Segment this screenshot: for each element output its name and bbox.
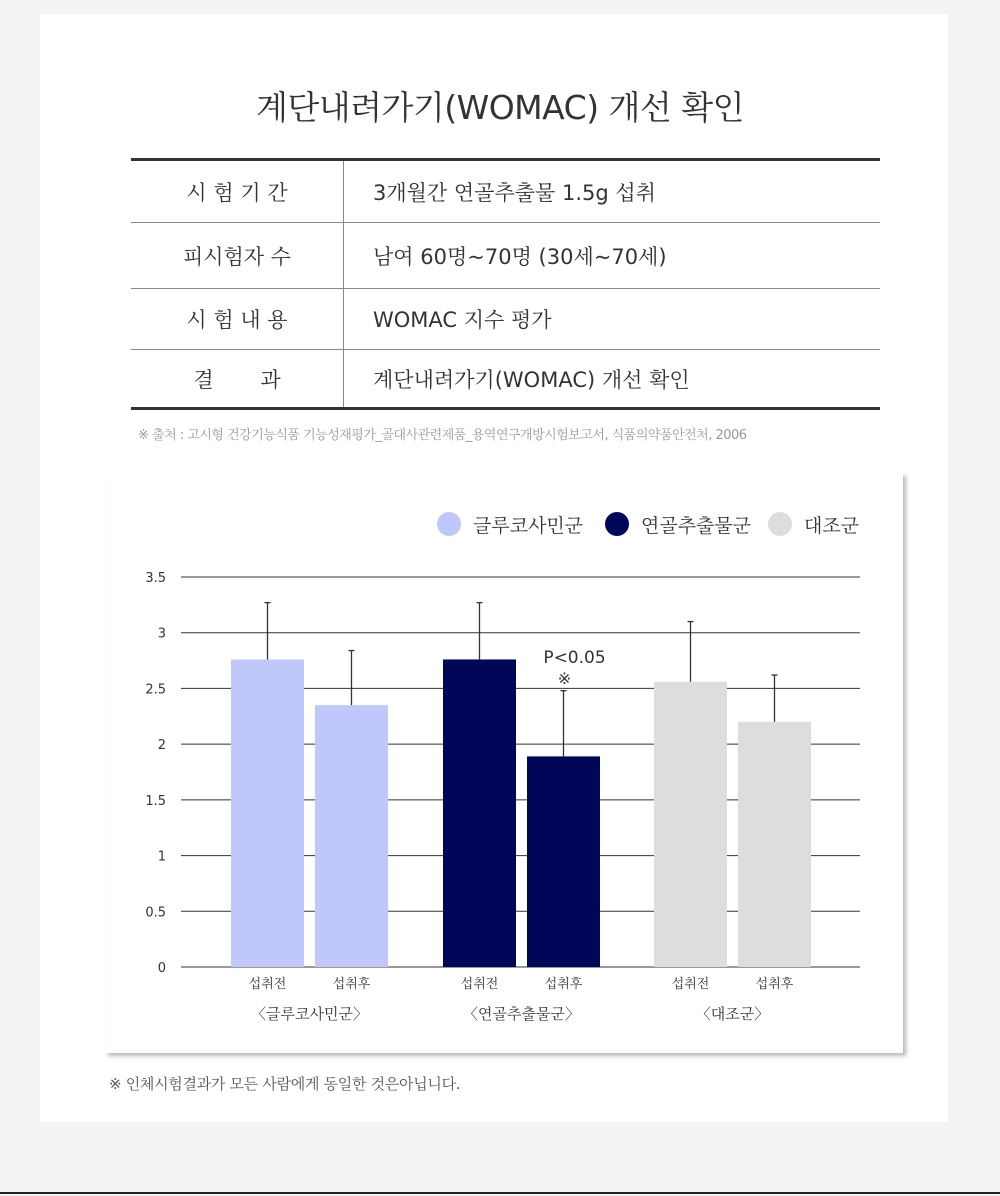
y-tick-label: 0 bbox=[157, 961, 166, 976]
y-tick-label: 2.5 bbox=[145, 682, 166, 698]
group-label: 〈대조군〉 bbox=[695, 1005, 770, 1023]
info-key: 시 험 내 용 bbox=[131, 289, 344, 350]
info-table bbox=[131, 158, 880, 410]
info-row bbox=[131, 350, 880, 409]
significance-mark: ※ bbox=[557, 669, 572, 688]
x-tick-label: 섭취전 bbox=[671, 977, 710, 992]
info-value: 남여 60명~70명 (30세~70세) bbox=[344, 223, 881, 289]
y-tick-label: 3.5 bbox=[145, 571, 166, 586]
y-tick-label: 3 bbox=[157, 626, 166, 642]
legend-label: 대조군 bbox=[804, 514, 860, 537]
legend-swatch bbox=[437, 512, 461, 536]
x-tick-label: 섭취후 bbox=[332, 977, 371, 992]
x-tick-label: 섭취후 bbox=[755, 977, 794, 992]
info-key: 결 과 bbox=[131, 350, 344, 409]
group-label: 〈연골추출물군〉 bbox=[463, 1005, 580, 1023]
y-tick-label: 1.5 bbox=[145, 793, 166, 809]
info-key: 피시험자 수 bbox=[131, 223, 344, 289]
legend-item bbox=[605, 508, 751, 540]
legend-swatch bbox=[605, 512, 629, 536]
legend-label: 글루코사민군 bbox=[473, 514, 584, 537]
legend-label: 연골추출물군 bbox=[641, 514, 752, 537]
info-value: 3개월간 연골추출물 1.5g 섭취 bbox=[344, 160, 881, 223]
x-tick-label: 섭취전 bbox=[248, 977, 287, 992]
info-row bbox=[131, 160, 880, 223]
group-label: 〈글루코사민군〉 bbox=[251, 1005, 368, 1023]
chart-panel bbox=[105, 473, 903, 1053]
info-key: 시 험 기 간 bbox=[131, 160, 344, 223]
info-value: WOMAC 지수 평가 bbox=[344, 289, 881, 350]
legend-item bbox=[437, 508, 583, 540]
info-value: 계단내려가기(WOMAC) 개선 확인 bbox=[373, 367, 690, 392]
y-tick-label: 1 bbox=[157, 849, 166, 865]
info-row bbox=[131, 223, 880, 289]
x-tick-label: 섭취후 bbox=[544, 977, 583, 992]
legend-item bbox=[768, 508, 859, 540]
y-tick-label: 2 bbox=[157, 738, 166, 754]
legend-swatch bbox=[768, 512, 792, 536]
x-tick-label: 섭취전 bbox=[460, 977, 499, 992]
bottom-divider bbox=[0, 1192, 1000, 1194]
y-tick-label: 0.5 bbox=[145, 905, 166, 921]
disclaimer-note: ※ 인체시험결과가 모든 사람에게 동일한 것은아닙니다. bbox=[109, 1075, 461, 1093]
source-text: ※ 출처 : 고시형 건강기능식품 기능성재평가_골대사관련제품_용역연구개방시험보고서, 식품의약품안전처, 2006 bbox=[138, 428, 747, 443]
significance-label: P<0.05 bbox=[543, 648, 606, 668]
info-row bbox=[131, 289, 880, 350]
page-title: 계단내려가기(WOMAC) 개선 확인 bbox=[255, 88, 745, 127]
